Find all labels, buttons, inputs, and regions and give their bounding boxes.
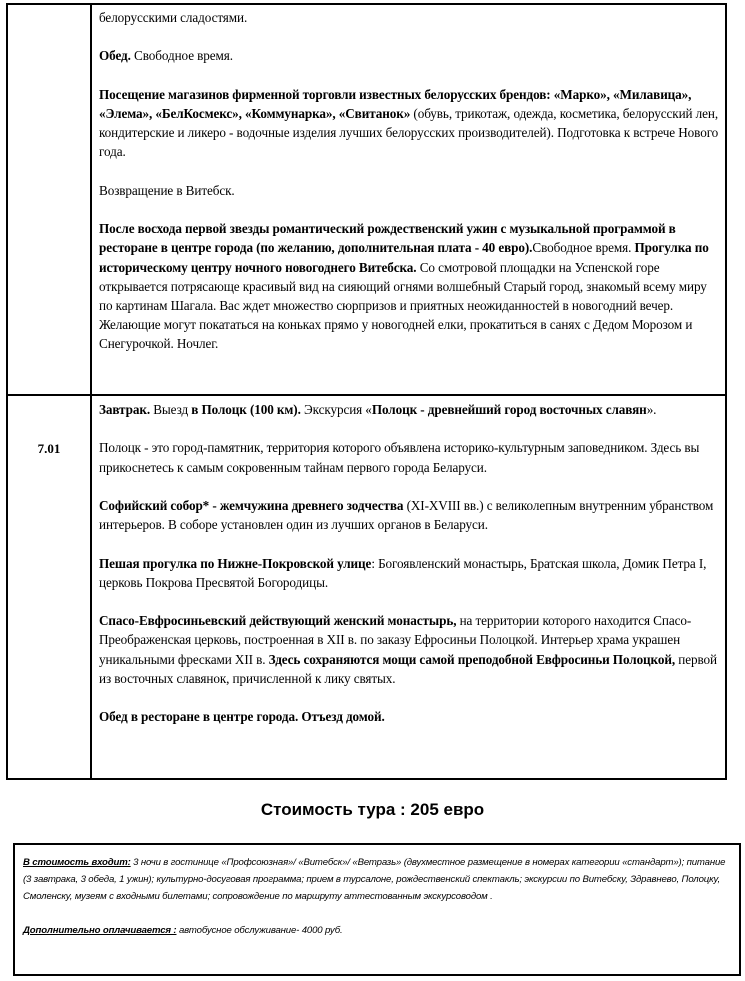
bold-text: Полоцк - древнейший город восточных славян <box>371 402 647 417</box>
itinerary-table <box>6 3 727 780</box>
description-paragraph <box>99 438 719 476</box>
description-paragraph <box>99 554 719 592</box>
bold-text: Обед в ресторане в центре города. Отъезд домой. <box>99 709 385 725</box>
text: Со смотровой площадки на Успенской горе открывается потрясающе красивый вид на сияющий огнями волшебный Старый город, знакомый всему миру по картинам Шагала. Вас ждет множество сюрпризов и приятных неожиданностей в новогодний вечер. Желающие могут покататься на коньках прямо у новогодней елки, прокатиться в санях с Дедом Морозом и Снегурочкой. Ночлег. <box>99 259 707 352</box>
itinerary-row-day-continued <box>8 5 725 396</box>
bold-text: Здесь сохраняются мощи самой преподобной Евфросиньи Полоцкой, <box>268 651 676 667</box>
day-description <box>92 5 725 394</box>
bold-text: Прогулка по историческому центру ночного новогоднего Витебска. <box>99 240 709 275</box>
description-paragraph <box>99 46 719 65</box>
description-paragraph <box>99 219 719 353</box>
text: Возвращение в Витебск. <box>99 182 235 198</box>
bold-text: Пешая прогулка по Нижне-Покровской улице <box>99 555 372 571</box>
extra-paid-paragraph <box>23 922 731 939</box>
text: Свободное время. <box>532 240 635 256</box>
text: Полоцк - это город-памятник, территория которого объявлена историко-культурным заповедником. Здесь вы прикоснетесь к самым сокровенным тайнам первого города Беларуси. <box>99 440 700 475</box>
text: Свободное время. <box>130 48 233 64</box>
extra-paid-label: Дополнительно оплачивается : <box>23 925 177 936</box>
included-text: 3 ночи в гостинице «Профсоюзная»/ «Витебск»/ «Ветразь» (двухместное размещение в номерах категории «стандарт»); питание (3 завтрака, 3 обеда, 1 ужин); культурно-досуговая программа; прием в турсалоне, рождественский спектакль; экскурсии по Витебску, Здравнево, Полоцку, Смоленску, музеям с входными билетами; сопровождение по маршруту аттестованным экскурсоводом . <box>23 857 726 902</box>
bold-text: Посещение магазинов фирменной торговли известных белорусских брендов: «Марко», «Милавица», «Элема», «БелКосмекс», «Коммунарка», «Свитанок» <box>99 86 692 121</box>
date-cell <box>8 396 92 778</box>
itinerary-row-day-7-01 <box>8 396 725 778</box>
price-label: Стоимость тура : <box>260 800 411 819</box>
tour-price-heading <box>0 800 745 820</box>
text: : Богоявленский монастырь, Братская школа, Домик Петра I, церковь Покрова Пресвятой Богородицы. <box>99 555 707 590</box>
text: белорусскими сладостями. <box>99 10 248 25</box>
bold-text: в Полоцк (100 км). <box>191 402 301 417</box>
price-value: 205 евро <box>410 800 485 819</box>
day-description <box>92 396 725 778</box>
description-paragraph <box>99 400 719 419</box>
extra-paid-text: автобусное обслуживание- 4000 руб. <box>176 925 343 936</box>
text: на территории которого находится Спасо-Преображенская церковь, построенная в XII в. по заказу Ефросиньи Полоцкой. Интерьер храма украшен уникальными фресками XII в. <box>99 613 692 667</box>
text: первой из восточных славянок, причисленной к лику святых. <box>99 651 717 686</box>
price-includes-box <box>13 843 741 976</box>
text: Выезд <box>150 402 192 417</box>
description-paragraph <box>99 85 719 162</box>
description-paragraph <box>99 181 719 200</box>
bold-text: Спасо-Евфросиньевский действующий женский монастырь, <box>99 613 457 629</box>
date-cell <box>8 5 92 394</box>
text: Экскурсия « <box>300 402 372 417</box>
description-paragraph <box>99 707 719 726</box>
bold-text: После восхода первой звезды романтический рождественский ужин с музыкальной программой в ресторане в центре города (по желанию, дополнительная плата - 40 евро). <box>99 221 676 256</box>
description-paragraph <box>99 611 719 688</box>
text: ». <box>646 402 657 417</box>
bold-text: Софийский собор* - жемчужина древнего зодчества <box>99 497 404 513</box>
description-paragraph <box>99 496 719 534</box>
bold-text: Обед. <box>99 48 131 64</box>
date-label: 7.01 <box>37 441 61 456</box>
included-paragraph <box>23 854 731 905</box>
text: (XI-XVIII вв.) с великолепным внутренним убранством интерьеров. В соборе установлен один из лучших органов в Беларуси. <box>99 497 714 533</box>
included-label: В стоимость входит: <box>23 857 131 868</box>
description-paragraph <box>99 8 719 27</box>
bold-text: Завтрак. <box>99 402 151 417</box>
text: (обувь, трикотаж, одежда, косметика, белорусский лен, кондитерские и ликеро - водочные изделия лучших белорусских производителей). Подготовка к встрече Нового года. <box>99 105 719 160</box>
